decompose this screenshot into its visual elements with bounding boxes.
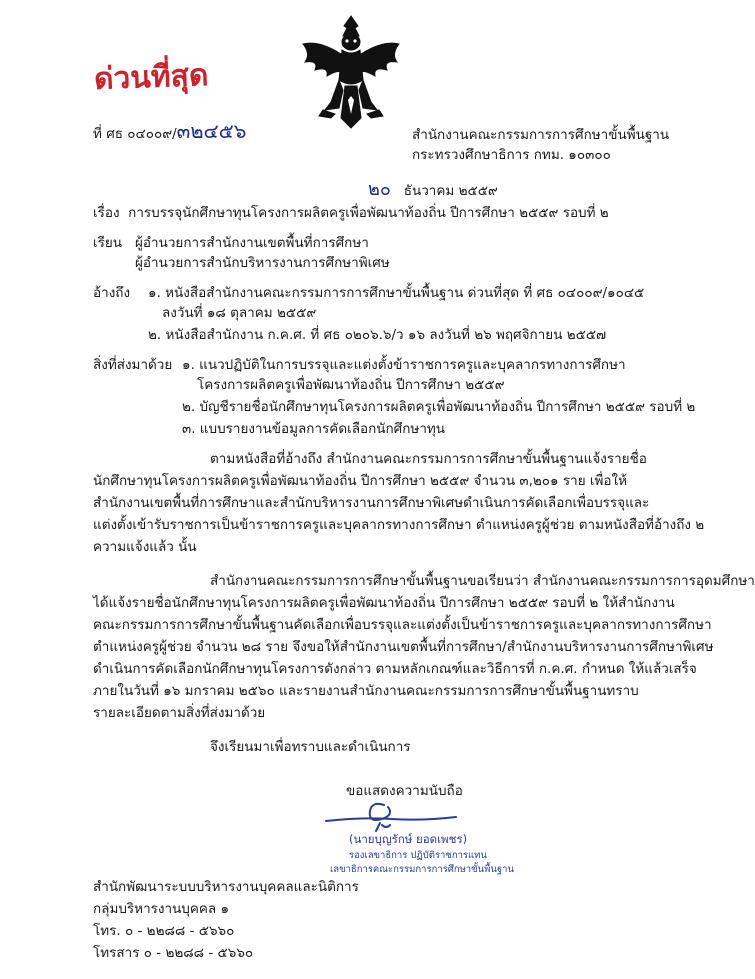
reference-item-1: ๑. หนังสือสำนักงานคณะกรรมการการศึกษาขั้นพื้นฐาน ด่วนที่สุด ที่ ศธ ๐๔๐๐๙/๑๐๔๕: [148, 285, 645, 301]
enclosures-label: สิ่งที่ส่งมาด้วย: [93, 357, 173, 373]
garuda-emblem-icon: [295, 10, 407, 132]
subject-line: [93, 204, 609, 222]
signatory-title-2: เลขาธิการคณะกรรมการการศึกษาขั้นพื้นฐาน: [330, 864, 514, 875]
closing-request: จึงเรียนมาเพื่อทราบและดำเนินการ: [210, 739, 411, 755]
fax: โทรสาร ๐ - ๒๒๘๘ - ๕๖๖๐: [93, 945, 254, 961]
signatory-title-1: รองเลขาธิการ ปฏิบัติราชการแทน: [349, 850, 487, 861]
paragraph-1-line-1: ตามหนังสือที่อ้างถึง สำนักงานคณะกรรมการการศึกษาขั้นพื้นฐานแจ้งรายชื่อ: [210, 451, 647, 467]
telephone: โทร. ๐ - ๒๒๘๘ - ๕๖๖๐: [93, 923, 235, 939]
paragraph-2-line-4: ตำแหน่งครูผู้ช่วย จำนวน ๒๘ ราย จึงขอให้สำนักงานเขตพื้นที่การศึกษา/สำนักงานบริหารงานการศึกษาพิเศษ: [93, 639, 714, 655]
letter-date: [368, 178, 498, 202]
agency-address: กระทรวงศึกษาธิการ กทม. ๑๐๓๐๐: [412, 147, 611, 163]
date-day-handwritten: ๒๐: [368, 179, 391, 200]
enclosure-item-1-cont: โครงการผลิตครูเพื่อพัฒนาท้องถิ่น ปีการศึกษา ๒๕๕๙: [197, 377, 505, 393]
paragraph-1-line-2: นักศึกษาทุนโครงการผลิตครูเพื่อพัฒนาท้องถิ่น ปีการศึกษา ๒๕๕๙ จำนวน ๓,๒๐๑ ราย เพื่อให้: [93, 473, 628, 489]
enclosure-item-2: ๒. บัญชีรายชื่อนักศึกษาทุนโครงการผลิตครูเพื่อพัฒนาท้องถิ่น ปีการศึกษา ๒๕๕๙ รอบที่ ๒: [182, 399, 696, 415]
reference-item-2: ๒. หนังสือสำนักงาน ก.ค.ศ. ที่ ศธ ๐๒๐๖.๖/ว ๑๖ ลงวันที่ ๒๖ พฤศจิกายน ๒๕๕๗: [148, 327, 607, 343]
paragraph-2-line-5: ดำเนินการคัดเลือกนักศึกษาทุนโครงการดังกล่าว ตามหลักเกณฑ์และวิธีการที่ ก.ค.ศ. กำหนด ให้แล้วเสร็จ: [93, 661, 697, 677]
paragraph-1-line-4: แต่งตั้งเข้ารับราชการเป็นข้าราชการครูและบุคลากรทางการศึกษา ตำแหน่งครูผู้ช่วย ตามหนังสือที่อ้างถึง ๒: [93, 517, 705, 533]
paragraph-2-line-6: ภายในวันที่ ๑๖ มกราคม ๒๕๖๐ และรายงานสำนักงานคณะกรรมการการศึกษาขั้นพื้นฐานทราบ: [93, 683, 639, 699]
paragraph-2-line-3: คณะกรรมการการศึกษาขั้นพื้นฐานคัดเลือกเพื่อบรรจุและแต่งตั้งเป็นข้าราชการครูและบุคลากรทางการศึกษา: [93, 617, 712, 633]
enclosure-item-1: ๑. แนวปฏิบัติในการบรรจุและแต่งตั้งข้าราชการครูและบุคลากรทางการศึกษา: [182, 357, 626, 373]
subject-label: เรื่อง: [93, 205, 120, 221]
references-label: อ้างถึง: [93, 285, 131, 301]
urgent-stamp: ด่วนที่สุด: [93, 58, 209, 97]
recipient-2: ผู้อำนวยการสำนักบริหารงานการศึกษาพิเศษ: [135, 255, 390, 271]
paragraph-1-line-5: ความแจ้งแล้ว นั้น: [93, 539, 197, 555]
recipient-1: ผู้อำนวยการสำนักงานเขตพื้นที่การศึกษา: [135, 235, 369, 251]
date-month-year: ธันวาคม ๒๕๕๙: [403, 183, 498, 199]
reference-item-1-date: ลงวันที่ ๑๘ ตุลาคม ๒๕๕๙: [162, 305, 317, 321]
signatory-name: (นายบุญรักษ์ ยอดเพชร): [349, 832, 468, 846]
reference-prefix: ที่ ศธ ๐๔๐๐๙/: [93, 126, 177, 142]
complimentary-close: ขอแสดงความนับถือ: [346, 783, 463, 799]
subject-text: การบรรจุนักศึกษาทุนโครงการผลิตครูเพื่อพัฒนาท้องถิ่น ปีการศึกษา ๒๕๕๙ รอบที่ ๒: [128, 205, 609, 221]
issuing-office: สำนักพัฒนาระบบบริหารงานบุคคลและนิติการ: [93, 879, 359, 895]
enclosure-item-3: ๓. แบบรายงานข้อมูลการคัดเลือกนักศึกษาทุน: [182, 421, 446, 437]
paragraph-2-line-1: สำนักงานคณะกรรมการการศึกษาขั้นพื้นฐานขอเรียนว่า สำนักงานคณะกรรมการการอุดมศึกษา: [210, 573, 755, 589]
paragraph-2-line-2: ได้แจ้งรายชื่อนักศึกษาทุนโครงการผลิตครูเพื่อพัฒนาท้องถิ่น ปีการศึกษา ๒๕๕๙ รอบที่ ๒ ให้สำนักงาน: [93, 595, 675, 611]
issuing-group: กลุ่มบริหารงานบุคคล ๑: [93, 901, 230, 917]
reference-number: [93, 118, 247, 145]
recipient-label: เรียน: [93, 235, 123, 251]
agency-name: สำนักงานคณะกรรมการการศึกษาขั้นพื้นฐาน: [412, 127, 670, 143]
paragraph-2-line-7: รายละเอียดตามสิ่งที่ส่งมาด้วย: [93, 705, 266, 721]
handwritten-signature: [322, 795, 462, 835]
reference-handwritten-number: ๓๒๔๕๖: [176, 119, 247, 143]
paragraph-1-line-3: สำนักงานเขตพื้นที่การศึกษาและสำนักบริหารงานการศึกษาพิเศษดำเนินการคัดเลือกเพื่อบรรจุและ: [93, 495, 650, 511]
